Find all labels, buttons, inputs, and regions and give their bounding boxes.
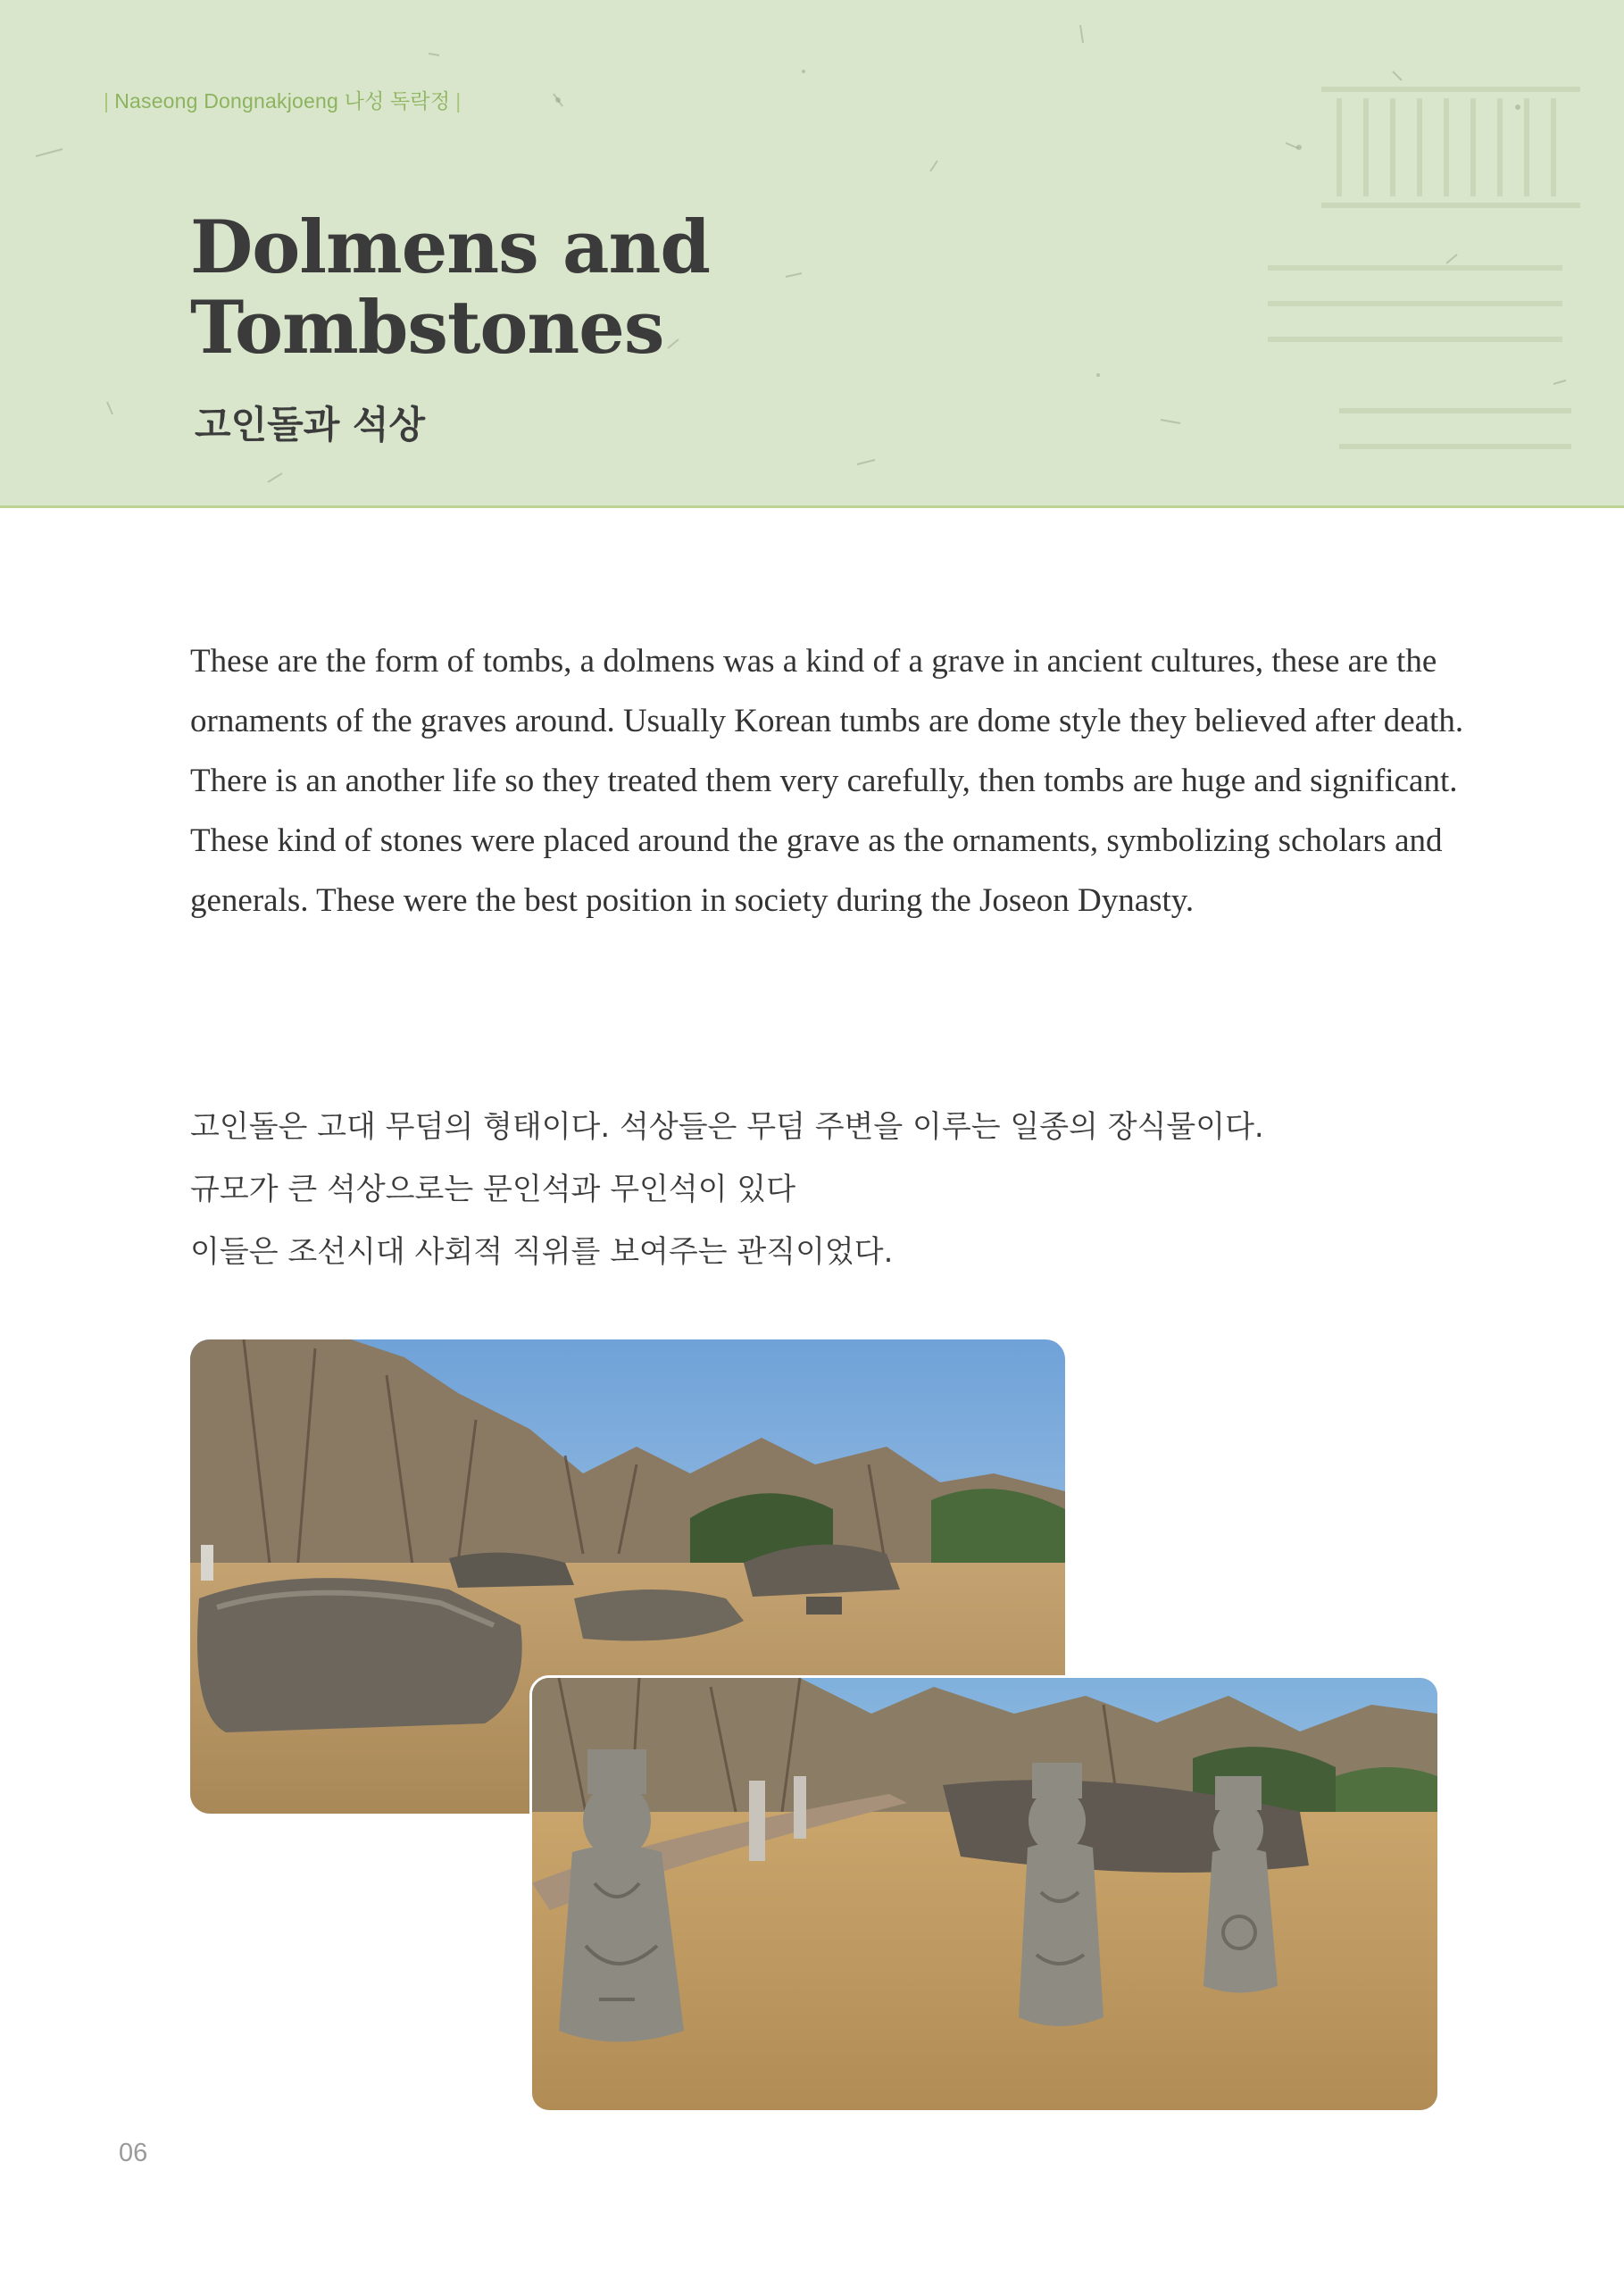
stone-statues-photo	[529, 1675, 1440, 2113]
running-head-divider-left: |	[104, 89, 110, 113]
title-line-2: Tombstones	[190, 286, 664, 371]
english-paragraph-2: There is an another life so they treated them very carefully, then tombs are huge and significant. These kind of stones were placed around the grave as the ornaments, symbolizing scholars and generals. These were the best position in society during the Joseon Dynasty.	[190, 763, 1458, 919]
running-head	[98, 85, 466, 114]
english-body	[190, 631, 1476, 930]
running-head-text: Naseong Dongnakjoeng 나성 독락정	[114, 89, 451, 113]
korean-line-1: 고인돌은 고대 무덤의 형태이다. 석상들은 무덤 주변을 이루는 일종의 장식물이다.	[190, 1109, 1264, 1145]
page-number: 06	[119, 2139, 148, 2167]
korean-line-2: 규모가 큰 석상으로는 문인석과 무인석이 있다	[190, 1172, 796, 1207]
korean-body	[190, 1096, 1476, 1283]
english-paragraph-1: These are the form of tombs, a dolmens was a kind of a grave in ancient cultures, these are the ornaments of the graves around. Usually Korean tumbs are dome style they believed after death.	[190, 643, 1464, 739]
header-band	[0, 0, 1624, 508]
page-title	[190, 205, 710, 371]
korean-line-3: 이들은 조선시대 사회적 직위를 보여주는 관직이었다.	[190, 1234, 894, 1270]
page-subtitle: 고인돌과 석상	[195, 403, 426, 446]
running-head-divider-right: |	[455, 89, 462, 113]
title-line-1: Dolmens and	[190, 205, 710, 290]
